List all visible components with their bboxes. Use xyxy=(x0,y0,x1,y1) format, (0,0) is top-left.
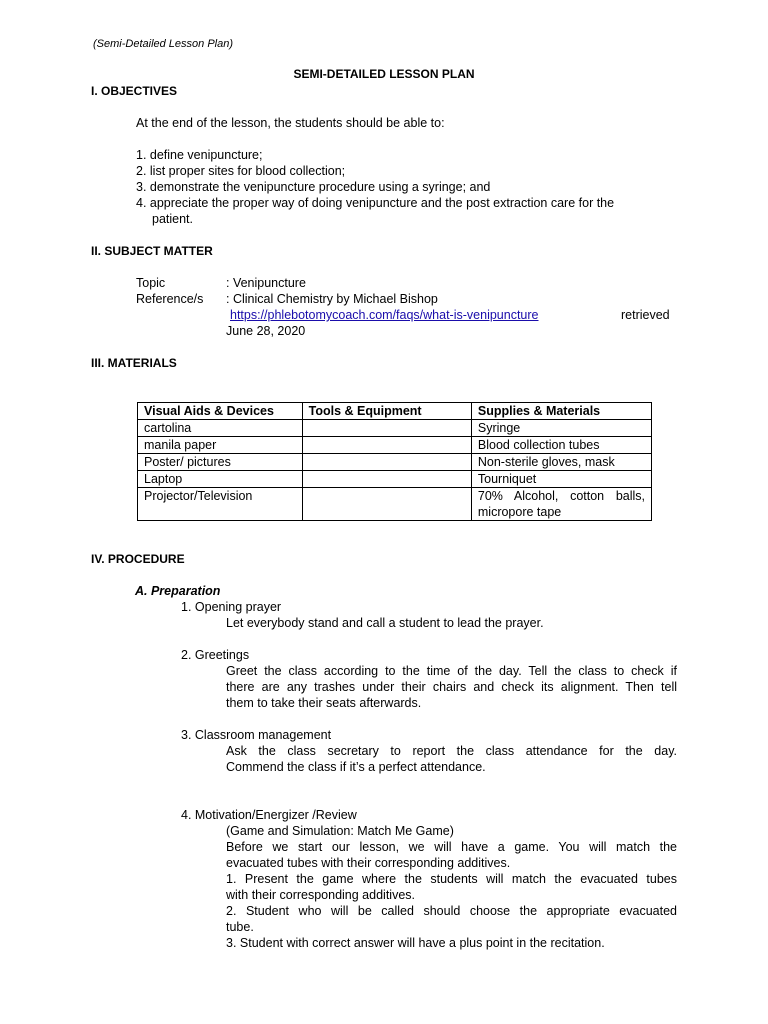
objectives-heading: I. OBJECTIVES xyxy=(91,84,178,98)
reference-link[interactable]: https://phlebotomycoach.com/faqs/what-is-venipuncture xyxy=(230,308,539,322)
column-header: Visual Aids & Devices xyxy=(138,403,303,420)
table-cell: Tourniquet xyxy=(471,471,651,488)
reference-label: Reference/s xyxy=(136,292,204,306)
table-cell xyxy=(302,420,471,437)
step-text: them to take their seats afterwards. xyxy=(226,696,422,710)
table-cell: Non-sterile gloves, mask xyxy=(471,454,651,471)
step-text: 1. Present the game where the students will match the evacuated tubes xyxy=(226,872,677,886)
materials-heading: III. MATERIALS xyxy=(91,356,177,370)
step-text: tube. xyxy=(226,920,254,934)
objectives-intro: At the end of the lesson, the students should be able to: xyxy=(136,116,445,130)
objective-item-continuation: patient. xyxy=(152,212,194,226)
column-header: Tools & Equipment xyxy=(302,403,471,420)
retrieved-label: retrieved xyxy=(621,308,670,322)
table-row xyxy=(138,420,652,437)
table-cell xyxy=(302,437,471,454)
table-cell xyxy=(302,488,471,521)
objective-item: 2. list proper sites for blood collection; xyxy=(136,164,346,178)
step-text: with their corresponding additives. xyxy=(226,888,415,902)
step-text: Let everybody stand and call a student to lead the prayer. xyxy=(226,616,544,630)
table-cell xyxy=(302,471,471,488)
table-cell: Projector/Television xyxy=(138,488,303,521)
table-header-row xyxy=(138,403,652,420)
objective-item: 1. define venipuncture; xyxy=(136,148,263,162)
column-header: Supplies & Materials xyxy=(471,403,651,420)
table-cell: manila paper xyxy=(138,437,303,454)
step-text: Ask the class secretary to report the class attendance for the day. xyxy=(226,744,677,758)
step-title: 2. Greetings xyxy=(181,648,250,662)
reference-value: : Clinical Chemistry by Michael Bishop xyxy=(226,292,438,306)
table-cell: Blood collection tubes xyxy=(471,437,651,454)
step-text: 2. Student who will be called should choose the appropriate evacuated xyxy=(226,904,677,918)
table-row xyxy=(138,437,652,454)
step-text: 3. Student with correct answer will have a plus point in the recitation. xyxy=(226,936,605,950)
table-cell: Laptop xyxy=(138,471,303,488)
step-text: Commend the class if it’s a perfect attendance. xyxy=(226,760,486,774)
step-title: 1. Opening prayer xyxy=(181,600,282,614)
retrieved-date: June 28, 2020 xyxy=(226,324,306,338)
table-cell: 70% Alcohol, cotton balls, micropore tape xyxy=(471,488,651,521)
topic-label: Topic xyxy=(136,276,166,290)
objective-item: 4. appreciate the proper way of doing venipuncture and the post extraction care for the xyxy=(136,196,615,210)
table-cell: Syringe xyxy=(471,420,651,437)
objective-item: 3. demonstrate the venipuncture procedure using a syringe; and xyxy=(136,180,491,194)
materials-table xyxy=(137,402,652,521)
step-title: 3. Classroom management xyxy=(181,728,332,742)
preparation-heading: A. Preparation xyxy=(135,584,221,598)
table-cell: Poster/ pictures xyxy=(138,454,303,471)
table-cell xyxy=(302,454,471,471)
step-text: evacuated tubes with their corresponding additives. xyxy=(226,856,511,870)
table-cell: cartolina xyxy=(138,420,303,437)
subject-matter-heading: II. SUBJECT MATTER xyxy=(91,244,213,258)
step-title: 4. Motivation/Energizer /Review xyxy=(181,808,357,822)
procedure-heading: IV. PROCEDURE xyxy=(91,552,185,566)
document-title: SEMI-DETAILED LESSON PLAN xyxy=(293,67,475,81)
header-note: (Semi-Detailed Lesson Plan) xyxy=(93,38,234,50)
step-text: Before we start our lesson, we will have a game. You will match the xyxy=(226,840,677,854)
table-row xyxy=(138,454,652,471)
table-row xyxy=(138,471,652,488)
step-text: (Game and Simulation: Match Me Game) xyxy=(226,824,454,838)
topic-value: : Venipuncture xyxy=(226,276,306,290)
step-text: there are any trashes under their chairs and check its alignment. Then tell xyxy=(226,680,677,694)
table-row xyxy=(138,488,652,521)
step-text: Greet the class according to the time of the day. Tell the class to check if xyxy=(226,664,677,678)
